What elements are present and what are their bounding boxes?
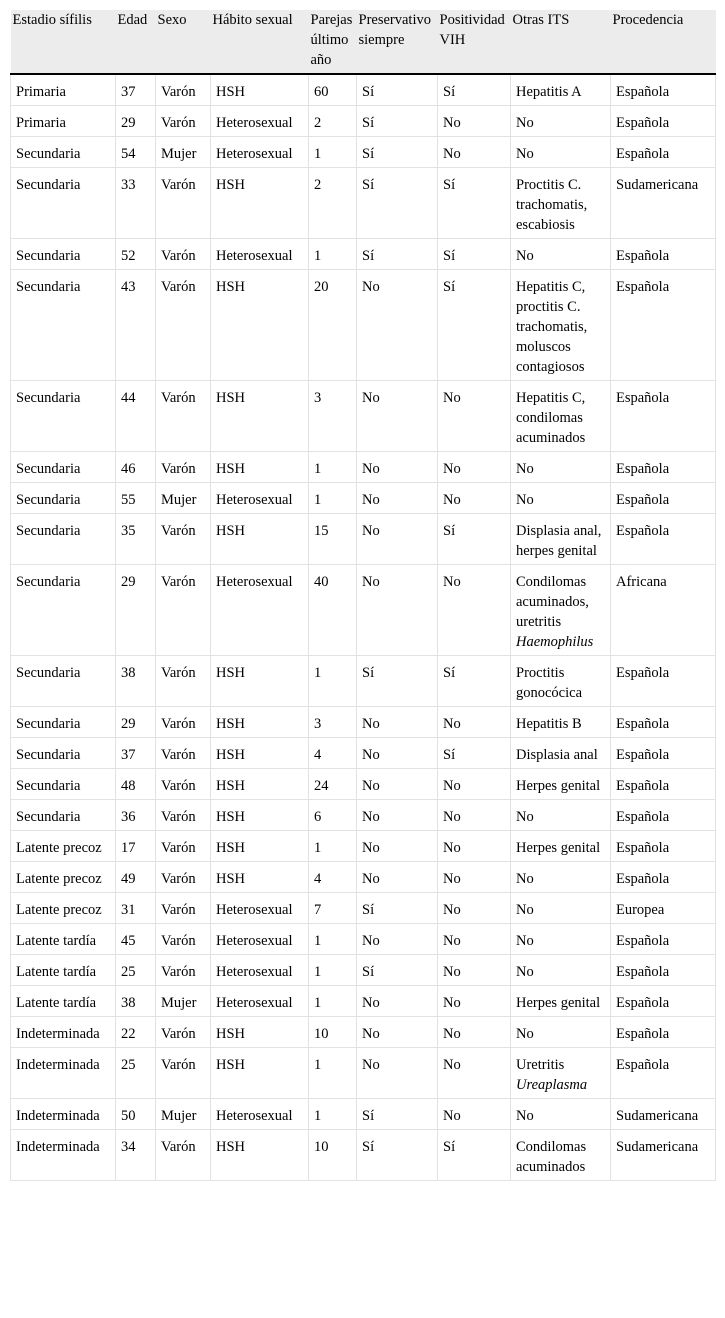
cell-sexo: Varón: [156, 800, 211, 831]
cell-procedencia: Sudamericana: [611, 1130, 716, 1181]
cell-sexo: Varón: [156, 955, 211, 986]
table-row: [11, 924, 716, 955]
cell-otras-its: No: [511, 893, 611, 924]
cell-sexo: Mujer: [156, 483, 211, 514]
cell-procedencia: Española: [611, 1017, 716, 1048]
cell-parejas: 40: [309, 565, 357, 656]
cell-parejas: 1: [309, 955, 357, 986]
cell-sexo: Varón: [156, 862, 211, 893]
cell-edad: 48: [116, 769, 156, 800]
cell-preservativo: No: [357, 1017, 438, 1048]
cell-otras-its: Hepatitis B: [511, 707, 611, 738]
cell-parejas: 10: [309, 1130, 357, 1181]
cell-edad: 29: [116, 707, 156, 738]
table-body: [11, 74, 716, 1181]
cell-edad: 45: [116, 924, 156, 955]
cell-procedencia: Española: [611, 514, 716, 565]
cell-vih: No: [438, 924, 511, 955]
cell-vih: No: [438, 137, 511, 168]
cell-edad: 46: [116, 452, 156, 483]
cell-estadio: Secundaria: [11, 565, 116, 656]
cell-preservativo: No: [357, 769, 438, 800]
cell-edad: 34: [116, 1130, 156, 1181]
cell-estadio: Primaria: [11, 74, 116, 106]
cell-otras-its: No: [511, 1099, 611, 1130]
cell-otras-its: No: [511, 1017, 611, 1048]
cell-sexo: Varón: [156, 893, 211, 924]
cell-procedencia: Española: [611, 769, 716, 800]
cell-edad: 17: [116, 831, 156, 862]
table-row: [11, 893, 716, 924]
cell-procedencia: Española: [611, 738, 716, 769]
header-preservativo: Preservativo siempre: [357, 10, 438, 74]
table-row: [11, 452, 716, 483]
cell-otras-its: Proctitis C. trachomatis, escabiosis: [511, 168, 611, 239]
cell-edad: 37: [116, 738, 156, 769]
header-procedencia: Procedencia: [611, 10, 716, 74]
table-header: [11, 10, 716, 74]
cell-preservativo: Sí: [357, 656, 438, 707]
cell-habito: HSH: [211, 862, 309, 893]
cell-otras-its: Herpes genital: [511, 986, 611, 1017]
cell-vih: No: [438, 862, 511, 893]
table-row: [11, 707, 716, 738]
cell-parejas: 6: [309, 800, 357, 831]
cell-preservativo: No: [357, 381, 438, 452]
cell-parejas: 1: [309, 483, 357, 514]
cell-estadio: Secundaria: [11, 738, 116, 769]
cell-otras-its: Hepatitis C, proctitis C. trachomatis, moluscos contagiosos: [511, 270, 611, 381]
cell-sexo: Varón: [156, 270, 211, 381]
cell-estadio: Secundaria: [11, 514, 116, 565]
table-row: [11, 270, 716, 381]
cell-otras-its: Uretritis Ureaplasma: [511, 1048, 611, 1099]
cell-habito: Heterosexual: [211, 955, 309, 986]
cell-parejas: 20: [309, 270, 357, 381]
cell-vih: No: [438, 452, 511, 483]
cell-sexo: Mujer: [156, 1099, 211, 1130]
cell-vih: Sí: [438, 1130, 511, 1181]
cell-preservativo: No: [357, 1048, 438, 1099]
cell-procedencia: Española: [611, 862, 716, 893]
cell-procedencia: Sudamericana: [611, 1099, 716, 1130]
cell-habito: HSH: [211, 707, 309, 738]
cell-habito: HSH: [211, 1048, 309, 1099]
cell-estadio: Secundaria: [11, 656, 116, 707]
cell-preservativo: No: [357, 738, 438, 769]
cell-vih: No: [438, 893, 511, 924]
cell-procedencia: Europea: [611, 893, 716, 924]
table-row: [11, 1017, 716, 1048]
cell-sexo: Varón: [156, 707, 211, 738]
cell-otras-its: Hepatitis C, condilomas acuminados: [511, 381, 611, 452]
cell-habito: HSH: [211, 800, 309, 831]
cell-procedencia: Española: [611, 381, 716, 452]
cell-vih: Sí: [438, 74, 511, 106]
cell-parejas: 60: [309, 74, 357, 106]
table-row: [11, 74, 716, 106]
cell-sexo: Mujer: [156, 986, 211, 1017]
table-row: [11, 514, 716, 565]
cell-procedencia: Española: [611, 239, 716, 270]
cell-vih: No: [438, 1048, 511, 1099]
cell-procedencia: Española: [611, 270, 716, 381]
cell-edad: 50: [116, 1099, 156, 1130]
cell-procedencia: Española: [611, 831, 716, 862]
cell-edad: 35: [116, 514, 156, 565]
cell-vih: Sí: [438, 514, 511, 565]
cell-edad: 44: [116, 381, 156, 452]
cell-parejas: 2: [309, 106, 357, 137]
table-row: [11, 831, 716, 862]
cell-vih: No: [438, 769, 511, 800]
cell-preservativo: Sí: [357, 74, 438, 106]
cell-sexo: Varón: [156, 1048, 211, 1099]
table-row: [11, 1130, 716, 1181]
cell-estadio: Indeterminada: [11, 1048, 116, 1099]
cell-vih: Sí: [438, 168, 511, 239]
table-row: [11, 769, 716, 800]
cell-sexo: Varón: [156, 106, 211, 137]
cell-habito: HSH: [211, 656, 309, 707]
cell-edad: 49: [116, 862, 156, 893]
header-vih: Positividad VIH: [438, 10, 511, 74]
cell-sexo: Varón: [156, 1017, 211, 1048]
cell-sexo: Varón: [156, 924, 211, 955]
cell-parejas: 24: [309, 769, 357, 800]
cell-habito: HSH: [211, 514, 309, 565]
cell-parejas: 1: [309, 831, 357, 862]
cell-habito: HSH: [211, 831, 309, 862]
cell-procedencia: Española: [611, 924, 716, 955]
cell-edad: 25: [116, 1048, 156, 1099]
cell-habito: Heterosexual: [211, 893, 309, 924]
table-row: [11, 565, 716, 656]
organism-name: Haemophilus: [516, 634, 594, 650]
cell-vih: Sí: [438, 738, 511, 769]
cell-preservativo: No: [357, 924, 438, 955]
cell-vih: Sí: [438, 270, 511, 381]
table-row: [11, 106, 716, 137]
cell-parejas: 15: [309, 514, 357, 565]
cell-preservativo: Sí: [357, 893, 438, 924]
cell-vih: No: [438, 565, 511, 656]
cell-procedencia: Española: [611, 1048, 716, 1099]
cell-procedencia: Española: [611, 483, 716, 514]
cell-otras-its: Herpes genital: [511, 831, 611, 862]
cell-habito: HSH: [211, 1017, 309, 1048]
cell-estadio: Secundaria: [11, 769, 116, 800]
cell-edad: 37: [116, 74, 156, 106]
cell-edad: 38: [116, 656, 156, 707]
cell-preservativo: No: [357, 483, 438, 514]
cell-otras-its: No: [511, 955, 611, 986]
cell-edad: 38: [116, 986, 156, 1017]
cell-otras-its: No: [511, 137, 611, 168]
cell-estadio: Indeterminada: [11, 1130, 116, 1181]
table-row: [11, 168, 716, 239]
cell-vih: No: [438, 483, 511, 514]
cell-edad: 29: [116, 565, 156, 656]
cell-estadio: Secundaria: [11, 270, 116, 381]
cell-parejas: 4: [309, 738, 357, 769]
cell-parejas: 4: [309, 862, 357, 893]
cell-parejas: 1: [309, 1048, 357, 1099]
cell-vih: Sí: [438, 656, 511, 707]
cell-procedencia: Africana: [611, 565, 716, 656]
cell-preservativo: Sí: [357, 1130, 438, 1181]
cell-otras-its: No: [511, 483, 611, 514]
cell-parejas: 7: [309, 893, 357, 924]
cell-edad: 22: [116, 1017, 156, 1048]
cell-estadio: Indeterminada: [11, 1017, 116, 1048]
cell-sexo: Varón: [156, 738, 211, 769]
cell-sexo: Varón: [156, 1130, 211, 1181]
cell-estadio: Secundaria: [11, 381, 116, 452]
cell-habito: HSH: [211, 74, 309, 106]
cell-vih: No: [438, 106, 511, 137]
cell-habito: HSH: [211, 738, 309, 769]
table-row: [11, 1099, 716, 1130]
cell-edad: 29: [116, 106, 156, 137]
cell-estadio: Secundaria: [11, 483, 116, 514]
cell-sexo: Varón: [156, 452, 211, 483]
cell-parejas: 1: [309, 1099, 357, 1130]
cell-habito: Heterosexual: [211, 106, 309, 137]
cell-procedencia: Española: [611, 986, 716, 1017]
cell-parejas: 1: [309, 924, 357, 955]
cell-parejas: 1: [309, 137, 357, 168]
cell-estadio: Secundaria: [11, 707, 116, 738]
cell-habito: Heterosexual: [211, 239, 309, 270]
cell-otras-its: No: [511, 452, 611, 483]
cell-sexo: Varón: [156, 381, 211, 452]
cell-estadio: Latente precoz: [11, 831, 116, 862]
table-row: [11, 955, 716, 986]
cell-preservativo: Sí: [357, 137, 438, 168]
cell-estadio: Secundaria: [11, 239, 116, 270]
cell-preservativo: Sí: [357, 106, 438, 137]
cell-parejas: 1: [309, 239, 357, 270]
cell-parejas: 3: [309, 381, 357, 452]
cell-estadio: Secundaria: [11, 452, 116, 483]
cell-edad: 55: [116, 483, 156, 514]
cell-estadio: Secundaria: [11, 137, 116, 168]
cell-procedencia: Española: [611, 656, 716, 707]
cell-parejas: 2: [309, 168, 357, 239]
cell-estadio: Primaria: [11, 106, 116, 137]
cell-habito: HSH: [211, 168, 309, 239]
cell-habito: Heterosexual: [211, 565, 309, 656]
cell-otras-its: Condilomas acuminados, uretritis Haemophilus: [511, 565, 611, 656]
organism-name: Ureaplasma: [516, 1077, 588, 1093]
cell-edad: 31: [116, 893, 156, 924]
cell-procedencia: Española: [611, 74, 716, 106]
header-edad: Edad: [116, 10, 156, 74]
cell-habito: Heterosexual: [211, 986, 309, 1017]
table-row: [11, 239, 716, 270]
cell-estadio: Latente tardía: [11, 955, 116, 986]
cell-parejas: 1: [309, 656, 357, 707]
cell-vih: No: [438, 955, 511, 986]
cell-sexo: Varón: [156, 168, 211, 239]
cell-edad: 25: [116, 955, 156, 986]
cell-sexo: Varón: [156, 239, 211, 270]
cell-preservativo: No: [357, 986, 438, 1017]
header-parejas: Parejas último año: [309, 10, 357, 74]
header-sexo: Sexo: [156, 10, 211, 74]
header-habito: Hábito sexual: [211, 10, 309, 74]
cell-habito: HSH: [211, 270, 309, 381]
cell-otras-its: Proctitis gonocócica: [511, 656, 611, 707]
cell-preservativo: Sí: [357, 955, 438, 986]
cell-edad: 43: [116, 270, 156, 381]
cell-edad: 36: [116, 800, 156, 831]
cell-vih: No: [438, 831, 511, 862]
cell-procedencia: Española: [611, 707, 716, 738]
cell-sexo: Varón: [156, 831, 211, 862]
cell-sexo: Varón: [156, 74, 211, 106]
cell-sexo: Varón: [156, 656, 211, 707]
cell-habito: Heterosexual: [211, 483, 309, 514]
cell-preservativo: No: [357, 270, 438, 381]
cell-otras-its: Hepatitis A: [511, 74, 611, 106]
cell-preservativo: No: [357, 452, 438, 483]
cell-estadio: Indeterminada: [11, 1099, 116, 1130]
table-row: [11, 986, 716, 1017]
cell-sexo: Varón: [156, 565, 211, 656]
cell-sexo: Varón: [156, 769, 211, 800]
cell-estadio: Secundaria: [11, 800, 116, 831]
cell-procedencia: Sudamericana: [611, 168, 716, 239]
table-row: [11, 137, 716, 168]
cell-otras-its: No: [511, 862, 611, 893]
cell-estadio: Secundaria: [11, 168, 116, 239]
syphilis-cases-table: [10, 10, 716, 1181]
cell-habito: Heterosexual: [211, 1099, 309, 1130]
cell-vih: No: [438, 986, 511, 1017]
cell-habito: Heterosexual: [211, 137, 309, 168]
header-otras-its: Otras ITS: [511, 10, 611, 74]
cell-edad: 54: [116, 137, 156, 168]
cell-vih: Sí: [438, 239, 511, 270]
table-row: [11, 800, 716, 831]
cell-procedencia: Española: [611, 800, 716, 831]
table-row: [11, 1048, 716, 1099]
cell-estadio: Latente tardía: [11, 986, 116, 1017]
cell-habito: HSH: [211, 1130, 309, 1181]
header-row: [11, 10, 716, 74]
cell-otras-its: Condilomas acuminados: [511, 1130, 611, 1181]
cell-parejas: 1: [309, 986, 357, 1017]
cell-preservativo: No: [357, 707, 438, 738]
header-estadio: Estadio sífilis: [11, 10, 116, 74]
cell-procedencia: Española: [611, 106, 716, 137]
cell-edad: 52: [116, 239, 156, 270]
cell-parejas: 1: [309, 452, 357, 483]
cell-preservativo: No: [357, 862, 438, 893]
table-row: [11, 862, 716, 893]
cell-preservativo: Sí: [357, 1099, 438, 1130]
cell-preservativo: No: [357, 565, 438, 656]
cell-otras-its: Displasia anal, herpes genital: [511, 514, 611, 565]
cell-vih: No: [438, 707, 511, 738]
cell-otras-its: Herpes genital: [511, 769, 611, 800]
cell-otras-its: No: [511, 924, 611, 955]
cell-edad: 33: [116, 168, 156, 239]
cell-otras-its: No: [511, 800, 611, 831]
cell-vih: No: [438, 381, 511, 452]
cell-procedencia: Española: [611, 452, 716, 483]
cell-parejas: 10: [309, 1017, 357, 1048]
cell-estadio: Latente precoz: [11, 862, 116, 893]
cell-otras-its: No: [511, 106, 611, 137]
cell-vih: No: [438, 800, 511, 831]
cell-habito: HSH: [211, 381, 309, 452]
table-row: [11, 738, 716, 769]
cell-estadio: Latente precoz: [11, 893, 116, 924]
cell-habito: HSH: [211, 769, 309, 800]
cell-procedencia: Española: [611, 137, 716, 168]
cell-otras-its: Displasia anal: [511, 738, 611, 769]
cell-vih: No: [438, 1099, 511, 1130]
cell-parejas: 3: [309, 707, 357, 738]
cell-otras-its: No: [511, 239, 611, 270]
cell-sexo: Mujer: [156, 137, 211, 168]
cell-preservativo: Sí: [357, 239, 438, 270]
table-row: [11, 656, 716, 707]
table-row: [11, 483, 716, 514]
cell-preservativo: No: [357, 831, 438, 862]
cell-vih: No: [438, 1017, 511, 1048]
cell-preservativo: No: [357, 514, 438, 565]
cell-preservativo: No: [357, 800, 438, 831]
cell-estadio: Latente tardía: [11, 924, 116, 955]
table-row: [11, 381, 716, 452]
cell-preservativo: Sí: [357, 168, 438, 239]
cell-sexo: Varón: [156, 514, 211, 565]
cell-procedencia: Española: [611, 955, 716, 986]
cell-habito: HSH: [211, 452, 309, 483]
cell-habito: Heterosexual: [211, 924, 309, 955]
